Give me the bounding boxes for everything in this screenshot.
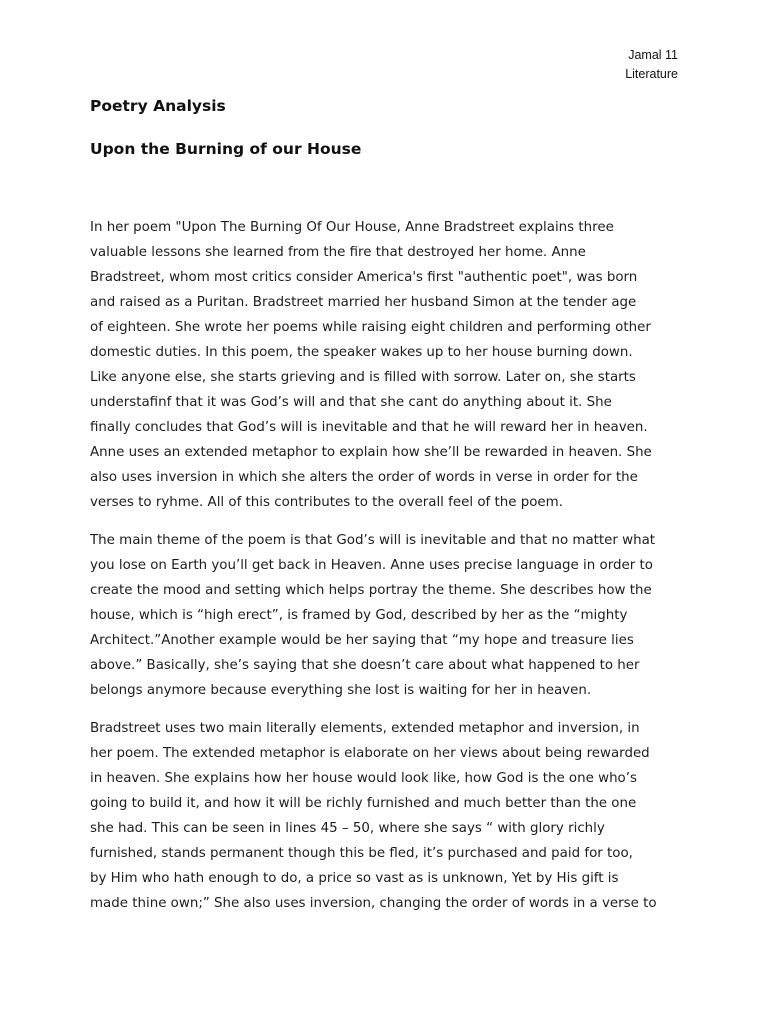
text-line: house, which is “high erect”, is framed by God, described by her as the “mighty: [90, 608, 628, 623]
text-line: in heaven. She explains how her house would look like, how God is the one who’s: [90, 771, 637, 786]
text-line: The main theme of the poem is that God’s will is inevitable and that no matter what: [90, 533, 656, 548]
text-line: Like anyone else, she starts grieving and is filled with sorrow. Later on, she starts: [90, 370, 636, 385]
paragraph: [90, 215, 690, 515]
text-line: by Him who hath enough to do, a price so vast as is unknown, Yet by His gift is: [90, 871, 619, 886]
text-line: also uses inversion in which she alters the order of words in verse in order for the: [90, 470, 638, 485]
text-line: furnished, stands permanent though this be fled, it’s purchased and paid for too,: [90, 846, 633, 861]
text-line: Bradstreet, whom most critics consider America's first "authentic poet", was born: [90, 270, 638, 285]
text-line: Architect.”Another example would be her saying that “my hope and treasure lies: [90, 633, 634, 648]
document-subtitle: Upon the Burning of our House: [90, 140, 362, 158]
text-line: verses to ryhme. All of this contributes to the overall feel of the poem.: [90, 495, 563, 510]
text-line: valuable lessons she learned from the fire that destroyed her home. Anne: [90, 245, 586, 260]
paragraph: [90, 528, 690, 703]
text-line: going to build it, and how it will be richly furnished and much better than the one: [90, 796, 637, 811]
text-line: In her poem "Upon The Burning Of Our House, Anne Bradstreet explains three: [90, 220, 614, 235]
text-line: and raised as a Puritan. Bradstreet married her husband Simon at the tender age: [90, 295, 637, 310]
text-line: above.” Basically, she’s saying that she doesn’t care about what happened to her: [90, 658, 640, 673]
student-name: Jamal 11: [628, 48, 678, 62]
text-line: her poem. The extended metaphor is elaborate on her views about being rewarded: [90, 746, 650, 761]
text-line: belongs anymore because everything she lost is waiting for her in heaven.: [90, 683, 592, 698]
text-line: you lose on Earth you’ll get back in Heaven. Anne uses precise language in order to: [90, 558, 653, 573]
text-line: understafinf that it was God’s will and that she cant do anything about it. She: [90, 395, 612, 410]
text-line: Anne uses an extended metaphor to explain how she’ll be rewarded in heaven. She: [90, 445, 652, 460]
course-name: Literature: [625, 67, 678, 81]
paragraph: [90, 716, 690, 916]
text-line: made thine own;” She also uses inversion, changing the order of words in a verse to: [90, 896, 657, 911]
text-line: domestic duties. In this poem, the speaker wakes up to her house burning down.: [90, 345, 633, 360]
document-body: [90, 215, 690, 929]
document-title: Poetry Analysis: [90, 97, 226, 115]
text-line: Bradstreet uses two main literally elements, extended metaphor and inversion, in: [90, 721, 640, 736]
text-line: of eighteen. She wrote her poems while raising eight children and performing other: [90, 320, 651, 335]
header-block: [625, 46, 678, 84]
text-line: create the mood and setting which helps portray the theme. She describes how the: [90, 583, 652, 598]
text-line: finally concludes that God’s will is inevitable and that he will reward her in heaven.: [90, 420, 648, 435]
text-line: she had. This can be seen in lines 45 – 50, where she says “ with glory richly: [90, 821, 605, 836]
